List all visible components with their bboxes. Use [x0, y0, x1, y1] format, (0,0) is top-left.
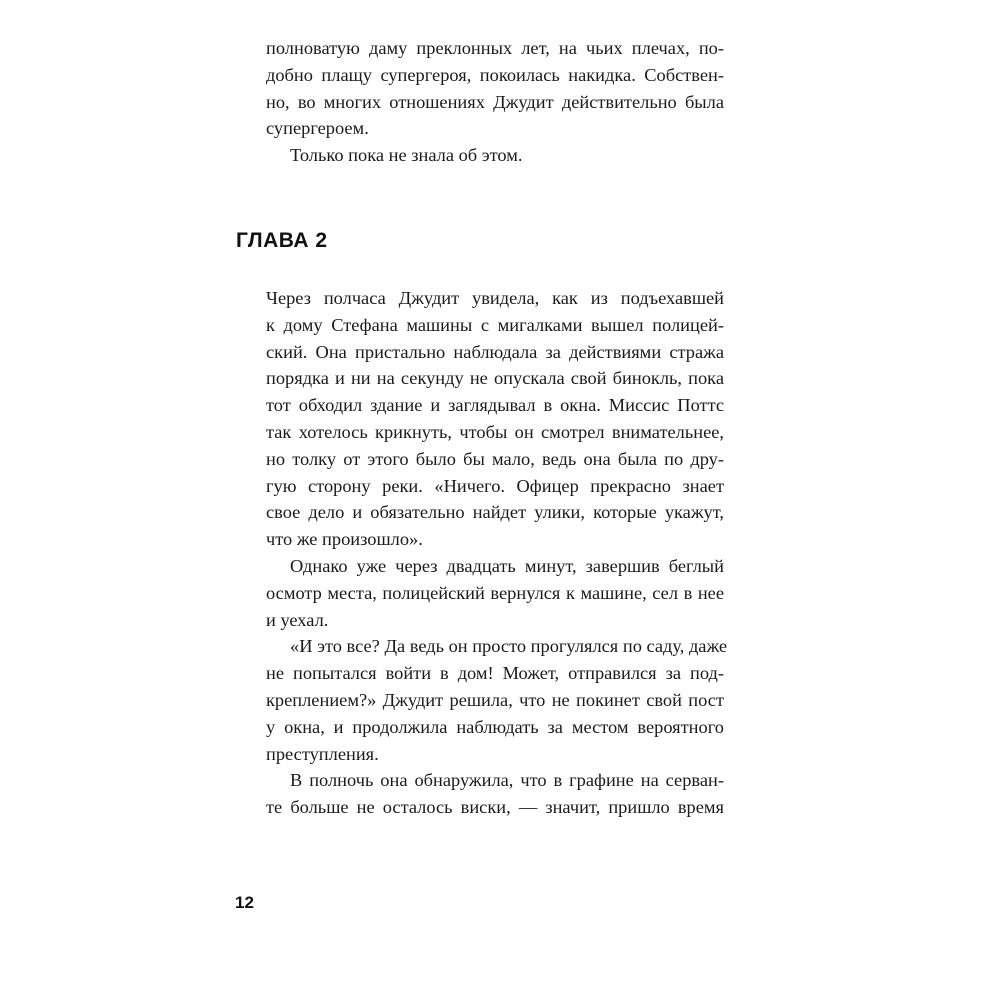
text-line: к дому Стефана машины с мигалками вышел полицей- [266, 314, 724, 335]
text-line: не попытался войти в дом! Может, отправился за под- [266, 663, 724, 684]
text-line: гую сторону реки. «Ничего. Офицер прекрасно знает [266, 475, 724, 496]
text-line: В полночь она обнаружила, что в графине на серван- [290, 770, 724, 791]
text-line: преступления. [266, 743, 379, 764]
text-line: порядка и ни на секунду не опускала свой бинокль, пока [266, 368, 724, 389]
text-line: супергероем. [266, 118, 369, 139]
text-line: тот обходил здание и заглядывал в окна. Миссис Поттс [266, 395, 724, 416]
chapter-body [266, 285, 728, 821]
text-line: и уехал. [266, 609, 329, 630]
text-line: «И это все? Да ведь он просто прогулялся по саду, даже [290, 636, 728, 657]
text-line: добно плащу супергероя, покоилась накидка. Собствен- [266, 64, 724, 85]
text-line: что же произошло». [266, 529, 423, 550]
text-line: свое дело и обязательно найдет улики, которые укажут, [266, 502, 724, 523]
text-line: но толку от этого было бы мало, ведь она была по дру- [266, 448, 724, 469]
text-line: так хотелось крикнуть, чтобы он смотрел внимательнее, [266, 421, 724, 442]
text-line: Однако уже через двадцать минут, завершив беглый [290, 555, 724, 576]
text-line: но, во многих отношениях Джудит действительно была [266, 91, 724, 112]
text-line: у окна, и продолжила наблюдать за местом вероятного [266, 716, 724, 737]
top-paragraph [266, 35, 724, 169]
text-line: ский. Она пристально наблюдала за действиями стража [266, 341, 724, 362]
text-line: те больше не осталось виски, — значит, пришло время [266, 797, 724, 818]
text-line: Только пока не знала об этом. [290, 145, 523, 166]
page-number: 12 [235, 893, 254, 912]
chapter-heading: ГЛАВА 2 [236, 229, 328, 252]
text-line: полноватую даму преклонных лет, на чьих плечах, по- [266, 38, 724, 58]
text-line: Через полчаса Джудит увидела, как из подъехавшей [266, 288, 724, 308]
text-line: осмотр места, полицейский вернулся к машине, сел в нее [266, 582, 724, 603]
text-line: креплением?» Джудит решила, что не покинет свой пост [266, 689, 724, 710]
